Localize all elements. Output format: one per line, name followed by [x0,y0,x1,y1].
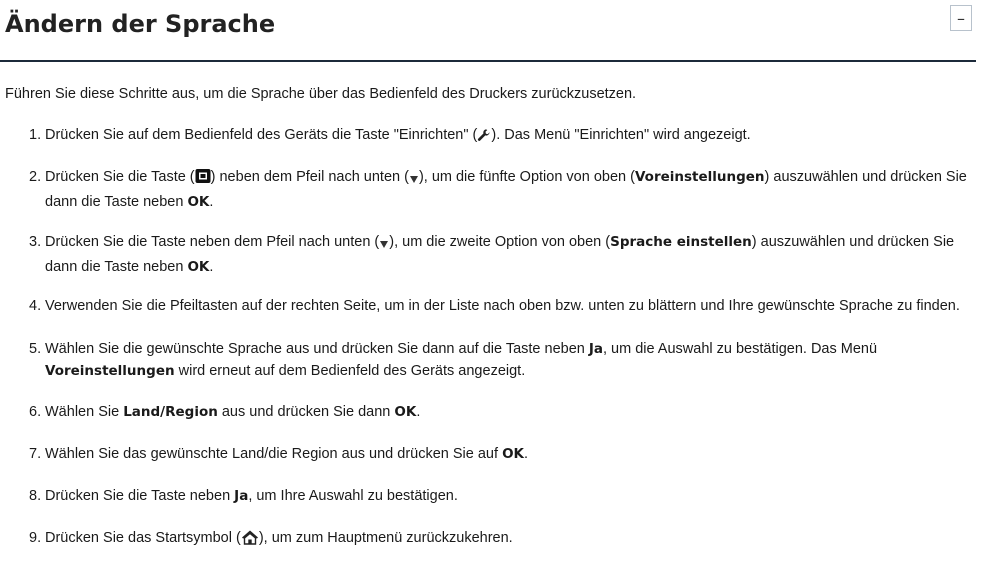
step-number: 4. [29,298,42,314]
step-text: Wählen Sie [45,404,124,420]
step-text: Drücken Sie die Taste ( [45,169,195,185]
step-6 [29,401,974,423]
step-number: 2. [29,169,42,185]
step-number: 8. [29,488,42,504]
step-continuation [29,256,974,278]
step-text: . [209,259,214,275]
arrow-down-icon [379,234,389,256]
bold-term: Sprache einstellen [610,234,752,250]
bold-term: Ja [588,341,603,357]
step-text: Drücken Sie die Taste neben dem Pfeil nach unten ( [45,234,380,250]
bold-term: OK [187,259,210,275]
step-continuation [29,360,974,382]
step-text: dann die Taste neben [45,194,188,210]
step-text: ), um die zweite Option von oben ( [389,234,611,250]
step-text: . [209,194,214,210]
step-number: 7. [29,446,42,462]
arrow-down-icon [409,169,419,191]
bold-term: OK [502,446,524,462]
step-continuation [29,191,974,213]
step-text: . [524,446,529,462]
step-7 [29,443,974,465]
step-number: 9. [29,530,42,546]
step-text: Drücken Sie das Startsymbol ( [45,530,241,546]
step-text: ) auszuwählen und drücken Sie [764,169,967,185]
step-8 [29,485,974,507]
step-text: Drücken Sie die Taste neben [45,488,235,504]
step-9 [29,527,974,552]
step-4 [29,295,974,317]
step-text: ) auszuwählen und drücken Sie [751,234,955,250]
step-text: , um Ihre Auswahl zu bestätigen. [248,488,458,504]
bold-term: Voreinstellungen [45,363,175,379]
step-3 [29,231,974,278]
step-number: 1. [29,127,42,143]
step-number: 3. [29,234,42,250]
step-text: Verwenden Sie die Pfeiltasten auf der rechten Seite, um in der Liste nach oben bzw. unten zu blättern und Ihre gewünschte Sprache zu finden. [45,298,960,314]
step-number: 6. [29,404,42,420]
step-2 [29,166,974,213]
bold-term: Land/Region [123,404,218,420]
menu-button-icon [195,168,211,191]
bold-term: Voreinstellungen [634,169,765,185]
step-text: wird erneut auf dem Bedienfeld des Geräts angezeigt. [174,363,526,379]
step-text: Wählen Sie das gewünschte Land/die Region aus und drücken Sie auf [45,446,503,462]
collapse-button[interactable]: – [950,5,972,31]
bold-term: OK [187,194,210,210]
step-number: 5. [29,341,42,357]
intro-text: Führen Sie diese Schritte aus, um die Sprache über das Bedienfeld des Druckers zurückzusetzen. [5,86,637,102]
step-text: Drücken Sie auf dem Bedienfeld des Geräts die Taste "Einrichten" ( [45,127,478,143]
step-text: Wählen Sie die gewünschte Sprache aus und drücken Sie dann auf die Taste neben [45,341,589,357]
step-text: ), um die fünfte Option von oben ( [418,169,635,185]
step-text: ). Das Menü "Einrichten" wird angezeigt. [491,127,751,143]
step-text: ), um zum Hauptmenü zurückzukehren. [258,530,513,546]
page-title: Ändern der Sprache [5,10,276,38]
step-text: , um die Auswahl zu bestätigen. Das Menü [603,341,878,357]
step-text: dann die Taste neben [45,259,188,275]
section-header [0,0,976,62]
step-text: . [416,404,421,420]
step-text: ) neben dem Pfeil nach unten ( [210,169,409,185]
step-1 [29,124,974,149]
home-icon [241,529,259,552]
step-text: aus und drücken Sie dann [217,404,395,420]
bold-term: Ja [234,488,249,504]
wrench-icon [477,127,491,149]
bold-term: OK [394,404,417,420]
step-5 [29,338,974,382]
